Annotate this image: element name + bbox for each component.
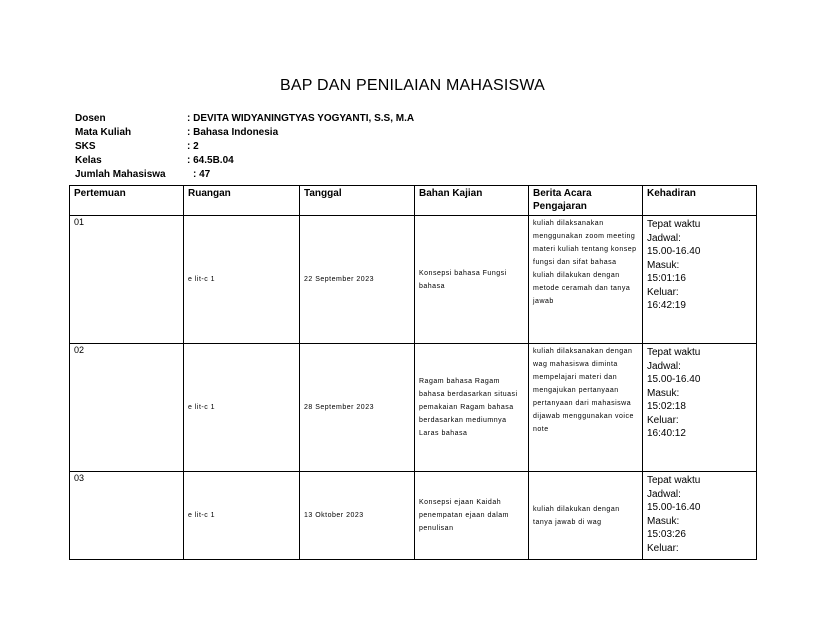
attendance-status: Tepat waktu xyxy=(647,475,701,486)
attendance-in-label: Masuk: xyxy=(647,259,680,271)
cell-berita-acara: kuliah dilaksanakan dengan wag mahasiswa diminta mempelajari materi dan mengajukan pertanyaan pertanyaan dari mahasiswa dijawab menggunakan voice note xyxy=(529,344,643,472)
cell-ruangan: e lit-c 1 xyxy=(184,472,300,560)
attendance-in-time: 15:03:26 xyxy=(647,529,686,540)
meta-value: : 47 xyxy=(193,169,211,180)
attendance-schedule: 15.00-16.40 xyxy=(647,502,701,513)
attendance-out-time: 16:40:12 xyxy=(647,428,686,439)
cell-tanggal: 22 September 2023 xyxy=(300,216,415,344)
meta-key: Mata Kuliah xyxy=(75,127,132,138)
attendance-in-time: 15:01:16 xyxy=(647,273,686,284)
cell-berita-acara: kuliah dilaksanakan menggunakan zoom meeting materi kuliah tentang konsep fungsi dan sifat bahasa kuliah dilakukan dengan metode ceramah dan tanya jawab xyxy=(529,216,643,344)
cell-kehadiran xyxy=(643,472,757,560)
attendance-schedule-label: Jadwal: xyxy=(647,232,681,244)
column-header-kehadiran: Kehadiran xyxy=(643,186,757,216)
cell-kehadiran xyxy=(643,216,757,344)
cell-berita-acara: kuliah dilakukan dengan tanya jawab di wag xyxy=(529,472,643,560)
attendance-out-label: Keluar: xyxy=(647,286,679,298)
column-header-pertemuan: Pertemuan xyxy=(70,186,184,216)
table-row xyxy=(70,344,757,472)
table-header-row xyxy=(70,186,757,216)
cell-ruangan: e lit-c 1 xyxy=(184,216,300,344)
attendance-status: Tepat waktu xyxy=(647,219,701,230)
column-header-ruangan: Ruangan xyxy=(184,186,300,216)
cell-bahan-kajian: Ragam bahasa Ragam bahasa berdasarkan situasi pemakaian Ragam bahasa berdasarkan mediumnya Laras bahasa xyxy=(415,344,529,472)
table-row xyxy=(70,216,757,344)
attendance-out-time: 16:42:19 xyxy=(647,300,686,311)
cell-bahan-kajian: Konsepsi bahasa Fungsi bahasa xyxy=(415,216,529,344)
attendance-schedule: 15.00-16.40 xyxy=(647,374,701,385)
attendance-schedule: 15.00-16.40 xyxy=(647,246,701,257)
meta-key: Dosen xyxy=(75,113,106,124)
column-header-tanggal: Tanggal xyxy=(300,186,415,216)
column-header-bahan-kajian: Bahan Kajian xyxy=(415,186,529,216)
cell-tanggal: 28 September 2023 xyxy=(300,344,415,472)
cell-pertemuan: 02 xyxy=(70,344,184,472)
cell-kehadiran xyxy=(643,344,757,472)
meta-value: : Bahasa Indonesia xyxy=(187,127,279,138)
cell-ruangan: e lit-c 1 xyxy=(184,344,300,472)
attendance-schedule-label: Jadwal: xyxy=(647,360,681,372)
meta-value: : 2 xyxy=(187,141,199,152)
document-title: BAP DAN PENILAIAN MAHASISWA xyxy=(279,77,546,94)
attendance-status: Tepat waktu xyxy=(647,347,701,358)
cell-pertemuan: 03 xyxy=(70,472,184,560)
table-row xyxy=(70,472,757,560)
cell-tanggal: 13 Oktober 2023 xyxy=(300,472,415,560)
meta-key: SKS xyxy=(75,141,96,152)
attendance-out-label: Keluar: xyxy=(647,414,679,426)
meta-key: Kelas xyxy=(75,155,102,166)
attendance-in-time: 15:02:18 xyxy=(647,401,686,412)
cell-pertemuan: 01 xyxy=(70,216,184,344)
attendance-in-label: Masuk: xyxy=(647,515,680,527)
meta-value: : DEVITA WIDYANINGTYAS YOGYANTI, S.S, M.A xyxy=(187,113,415,124)
column-header-berita-acara: Berita Acara Pengajaran xyxy=(529,186,643,216)
meta-value: : 64.5B.04 xyxy=(187,155,234,166)
bap-table xyxy=(69,185,757,560)
attendance-in-label: Masuk: xyxy=(647,387,680,399)
attendance-schedule-label: Jadwal: xyxy=(647,488,681,500)
attendance-out-label: Keluar: xyxy=(647,542,679,554)
meta-key: Jumlah Mahasiswa xyxy=(75,169,166,180)
cell-bahan-kajian: Konsepsi ejaan Kaidah penempatan ejaan dalam penulisan xyxy=(415,472,529,560)
